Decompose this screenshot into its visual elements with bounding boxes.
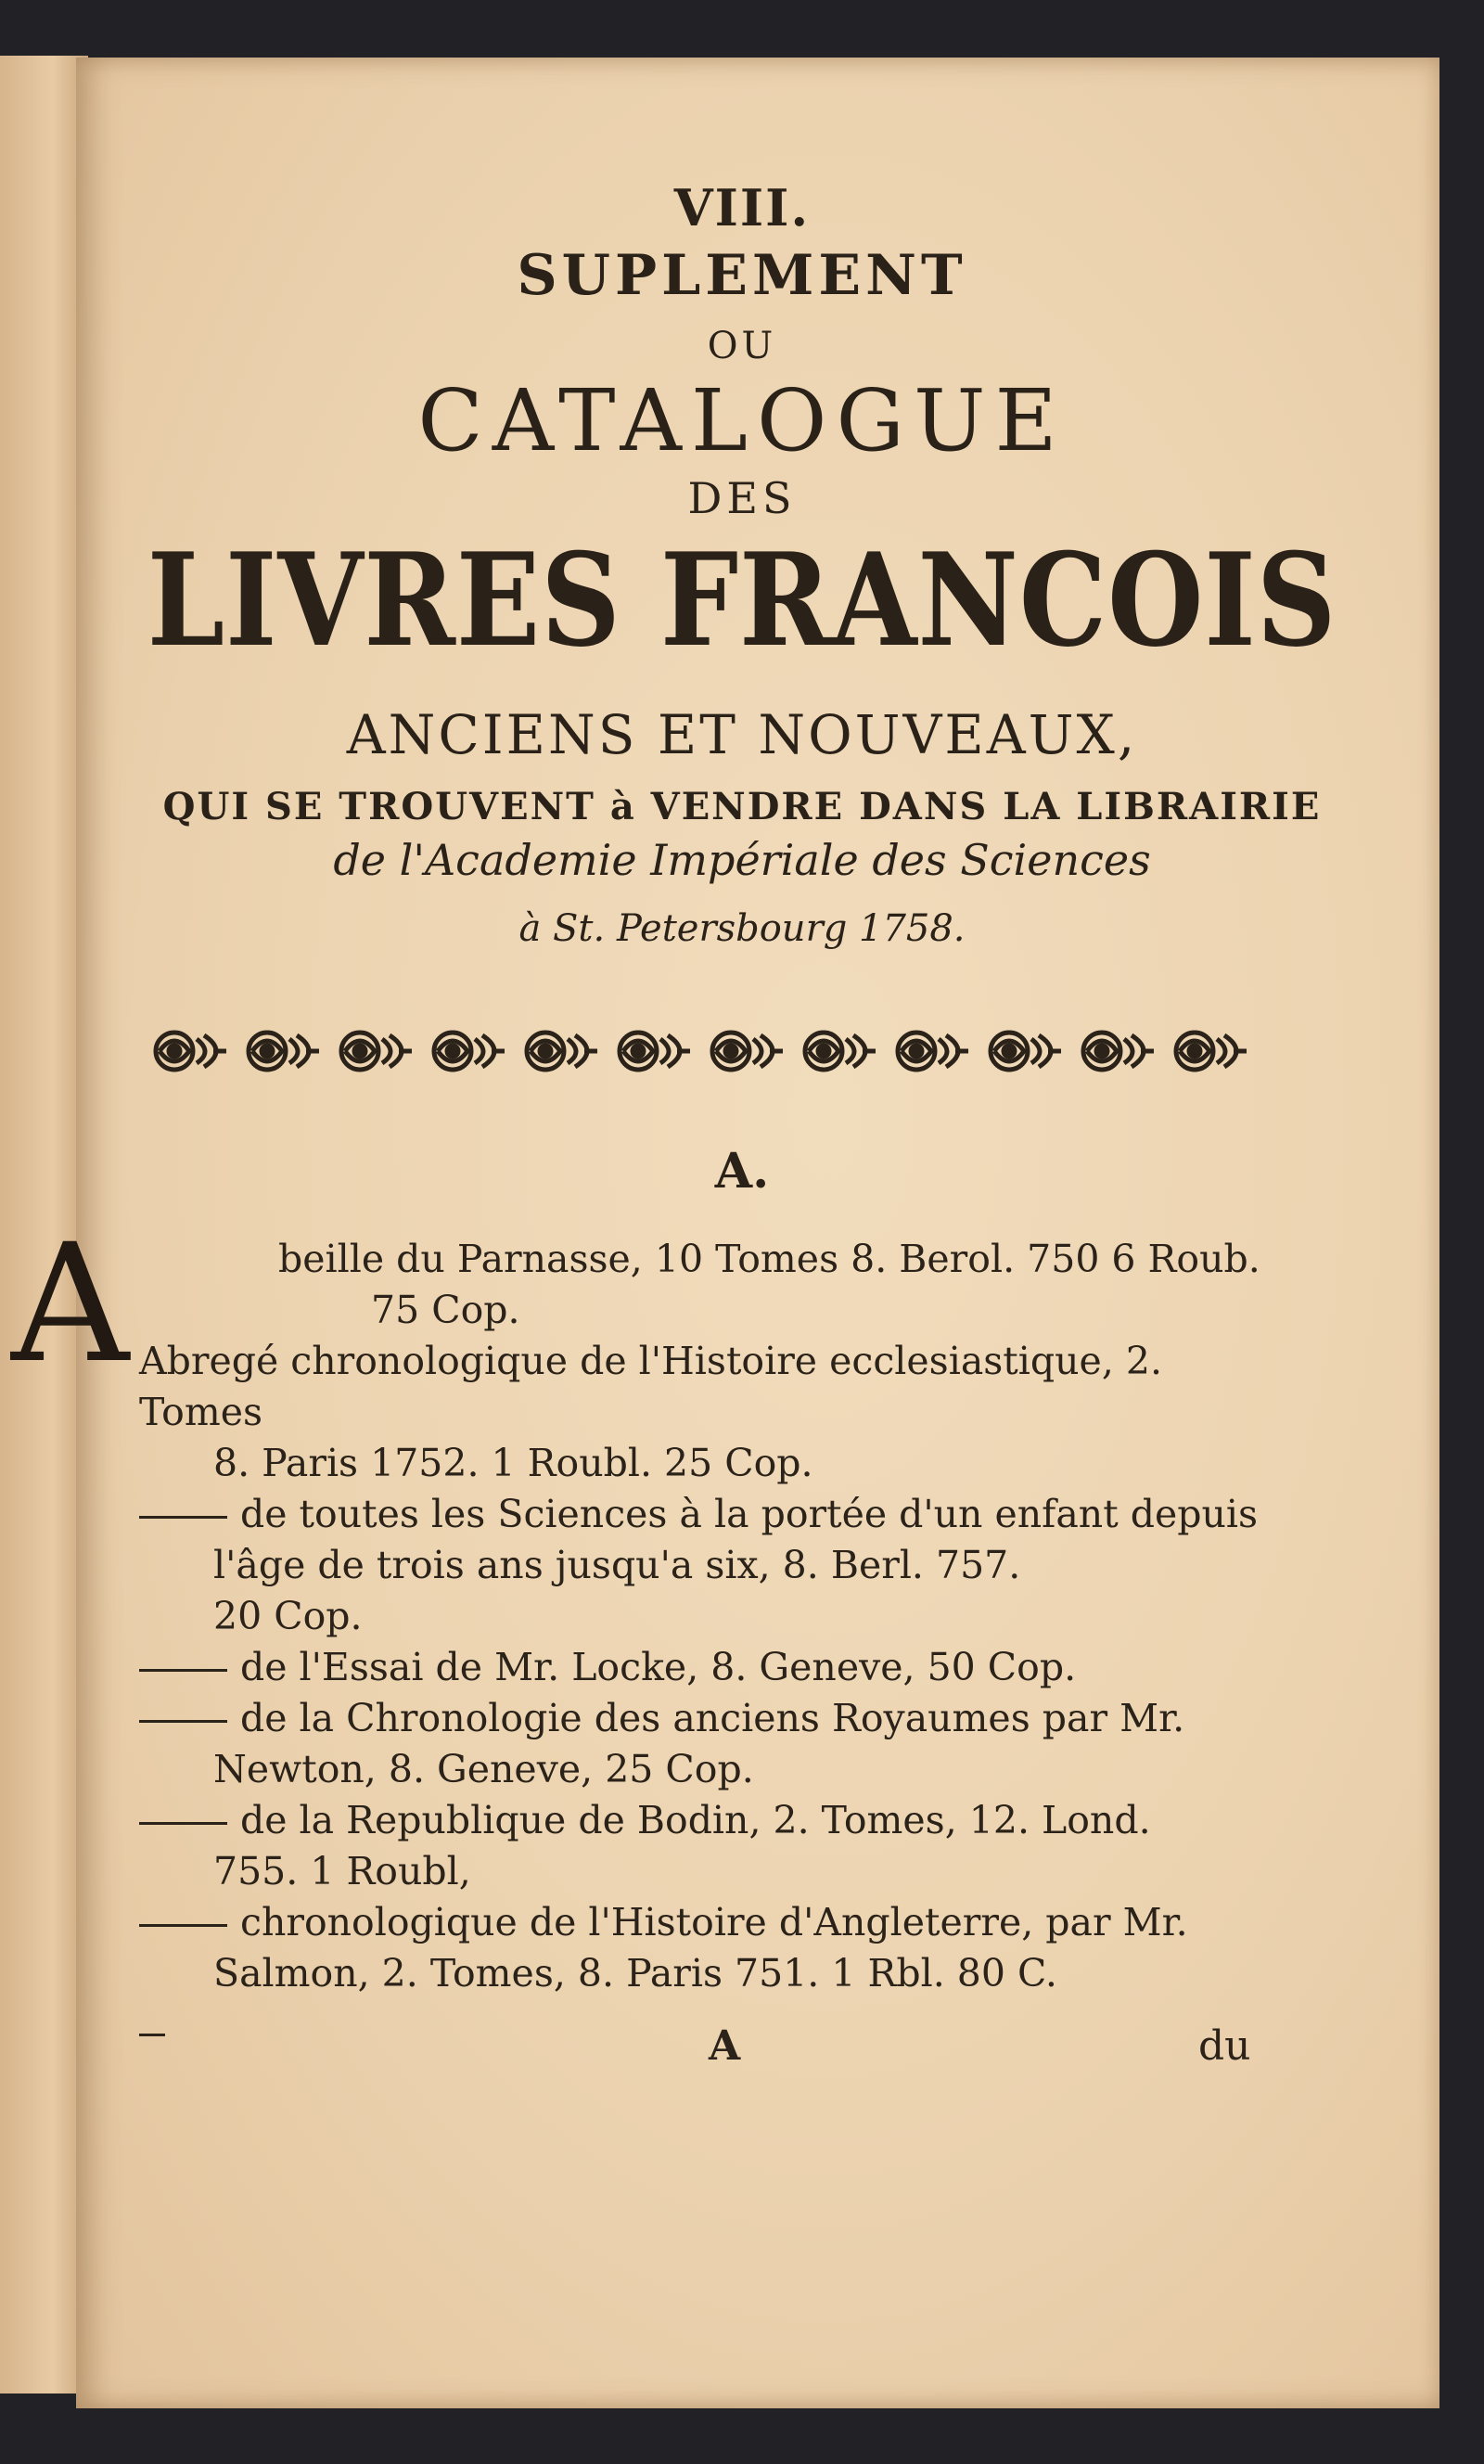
ornament-border-icon xyxy=(147,1022,1267,1080)
subtitle-place-date: à St. Petersbourg 1758. xyxy=(518,907,966,950)
signature-mark: A xyxy=(709,2022,741,2070)
catalogue-entry xyxy=(139,1336,1280,1489)
entry-line: 20 Cop. xyxy=(213,1594,363,1638)
subtitle-academie: de l'Academie Impériale des Sciences xyxy=(333,835,1151,885)
drop-cap: A xyxy=(11,1209,130,1399)
entry-line: Abregé chronologique de l'Histoire ecclesiastique, 2. Tomes xyxy=(139,1339,1162,1434)
catalogue-entry xyxy=(139,1642,1280,1693)
title-des: DES xyxy=(687,473,797,523)
entry-line: de la Republique de Bodin, 2. Tomes, 12. Lond. xyxy=(240,1798,1151,1842)
entry-line: de toutes les Sciences à la portée d'un enfant depuis xyxy=(240,1492,1259,1536)
entry-line: de l'Essai de Mr. Locke, 8. Geneve, 50 Cop. xyxy=(240,1645,1077,1689)
entry-line: Salmon, 2. Tomes, 8. Paris 751. 1 Rbl. 80 C. xyxy=(213,1951,1057,1996)
title-livres-francois: LIVRES FRANCOIS xyxy=(147,524,1337,675)
entry-line: 75 Cop. xyxy=(371,1288,520,1332)
entry-line: 8. Paris 1752. 1 Roubl. 25 Cop. xyxy=(213,1441,813,1485)
section-letter: A. xyxy=(714,1143,770,1200)
ditto-dash xyxy=(139,1822,227,1825)
stray-mark xyxy=(139,2034,165,2036)
ditto-dash xyxy=(139,1669,227,1672)
catalogue-entry xyxy=(139,1897,1280,1999)
subtitle-librairie: QUI SE TROUVENT à VENDRE DANS LA LIBRAIRIE xyxy=(162,785,1322,828)
entry-line: chronologique de l'Histoire d'Angleterre, par Mr. xyxy=(240,1900,1188,1944)
title-suplement: SUPLEMENT xyxy=(517,243,967,308)
catalogue-entry xyxy=(139,1234,1280,1336)
entry-line: beille du Parnasse, 10 Tomes 8. Berol. 750 6 Roub. xyxy=(278,1237,1260,1281)
entry-line: Newton, 8. Geneve, 25 Cop. xyxy=(213,1747,754,1791)
page-number: VIII. xyxy=(673,178,811,237)
subtitle-anciens: ANCIENS ET NOUVEAUX, xyxy=(346,703,1138,766)
title-ou: OU xyxy=(707,325,777,367)
ditto-dash xyxy=(139,1720,227,1723)
ditto-dash xyxy=(139,1924,227,1927)
title-catalogue: CATALOGUE xyxy=(417,371,1067,470)
entry-line: l'âge de trois ans jusqu'a six, 8. Berl. 757. xyxy=(213,1543,1021,1587)
catalogue-entry xyxy=(139,1795,1280,1897)
catalogue-entries xyxy=(139,1234,1280,1999)
ditto-dash xyxy=(139,1516,227,1519)
catalogue-entry xyxy=(139,1693,1280,1795)
catchword: du xyxy=(1198,2022,1251,2070)
catalogue-entry xyxy=(139,1489,1280,1642)
entry-line: 755. 1 Roubl, xyxy=(213,1849,471,1893)
entry-line: de la Chronologie des anciens Royaumes par Mr. xyxy=(240,1696,1185,1740)
